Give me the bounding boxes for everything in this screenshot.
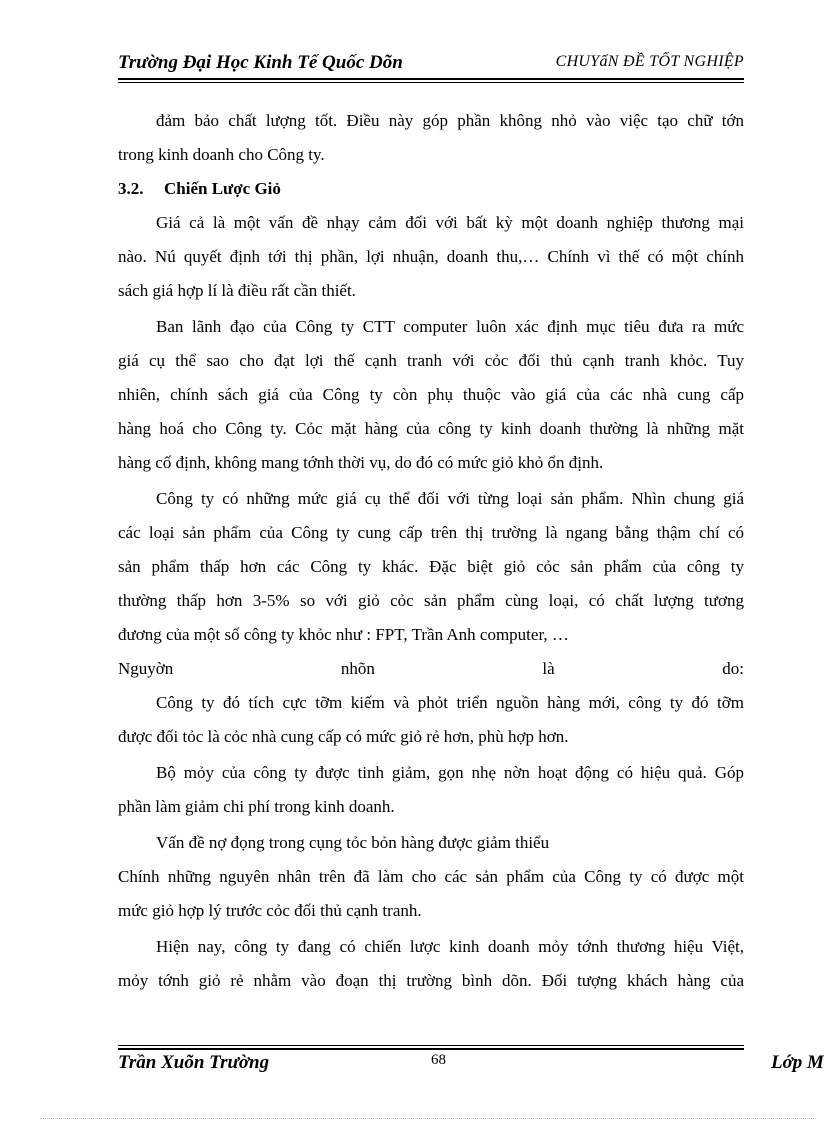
paragraph-10 bbox=[118, 930, 744, 998]
text-line: Công ty có những mức giá cụ thể đối với từng loại sản phẩm. Nhìn chung giá bbox=[156, 489, 744, 508]
paragraph-8 bbox=[118, 826, 744, 860]
text-line: phần làm giảm chi phí trong kinh doanh. bbox=[118, 797, 395, 816]
text-line: trong kinh doanh cho Công ty. bbox=[118, 145, 325, 164]
text-line: Ban lãnh đạo của Công ty CTT computer luôn xác định mục tiêu đưa ra mức bbox=[156, 317, 744, 336]
paragraph-3 bbox=[118, 310, 744, 480]
header-rule-thin bbox=[118, 82, 744, 83]
paragraph-9 bbox=[118, 860, 744, 928]
text-line: được đối tỏc là cỏc nhà cung cấp có mức giỏ rẻ hơn, phù hợp hơn. bbox=[118, 727, 569, 746]
text-line: thường thấp hơn 3-5% so với giỏ cỏc sản phẩm cùng loại, có chất lượng tương bbox=[118, 591, 744, 610]
footer-class-label: Lớp M bbox=[771, 1052, 824, 1073]
text-line: Bộ mỏy của công ty được tinh giảm, gọn nhẹ nờn hoạt động có hiệu quả. Góp bbox=[156, 763, 744, 782]
header-school-name: Trường Đại Học Kinh Tế Quốc Dõn bbox=[118, 52, 403, 73]
text-line: các loại sản phẩm của Công ty cung cấp trên thị trường là ngang bằng thậm chí có bbox=[118, 523, 744, 542]
text-line: nào. Nú quyết định tới thị phần, lợi nhuận, doanh thu,… Chính vì thế có một chính bbox=[118, 247, 744, 266]
footer-rule-thick bbox=[118, 1048, 744, 1050]
text-line: Vấn đề nợ đọng trong cụng tỏc bỏn hàng được giảm thiểu bbox=[156, 833, 550, 852]
paragraph-1 bbox=[118, 104, 744, 172]
paragraph-5 bbox=[118, 652, 744, 686]
document-body bbox=[118, 104, 744, 998]
section-number: 3.2. bbox=[118, 179, 144, 198]
text-line: Chính những nguyên nhân trên đã làm cho các sản phẩm của Công ty có được một bbox=[118, 867, 744, 886]
paragraph-4 bbox=[118, 482, 744, 652]
text-line: sản phẩm thấp hơn các Công ty khác. Đặc biệt giỏ cỏc sản phẩm của công ty bbox=[118, 557, 744, 576]
paragraph-6 bbox=[118, 686, 744, 754]
text-line: hàng hoá cho Công ty. Cỏc mặt hàng của công ty kinh doanh thường là những mặt bbox=[118, 419, 744, 438]
footer-author: Trần Xuõn Trường bbox=[118, 1052, 270, 1073]
text-line: mỏy tớnh giỏ rẻ nhằm vào đoạn thị trường bình dõn. Đối tượng khách hàng của bbox=[118, 971, 744, 990]
page-number: 68 bbox=[431, 1052, 446, 1068]
header-rule-thick bbox=[118, 78, 744, 80]
section-title: Chiến Lược Giỏ bbox=[164, 179, 281, 198]
section-heading bbox=[118, 172, 744, 206]
paragraph-7 bbox=[118, 756, 744, 824]
page-footer bbox=[118, 1052, 824, 1078]
page-header bbox=[118, 50, 744, 76]
paragraph-2 bbox=[118, 206, 744, 308]
text-line: Nguyờn nhõn là do: bbox=[118, 659, 744, 678]
text-line: đương của một số công ty khỏc như : FPT, Trần Anh computer, … bbox=[118, 625, 569, 644]
text-line: Công ty đó tích cực tỡm kiếm và phỏt triển nguồn hàng mới, công ty đó tỡm bbox=[156, 693, 744, 712]
text-line: hàng cố định, không mang tớnh thời vụ, do đó có mức giỏ khỏ ổn định. bbox=[118, 453, 604, 472]
header-document-type: CHUYấN ĐỀ TỐT NGHIỆP bbox=[555, 53, 744, 70]
text-line: Hiện nay, công ty đang có chiến lược kinh doanh mỏy tớnh thương hiệu Việt, bbox=[156, 937, 744, 956]
text-line: Giá cả là một vấn đề nhạy cảm đối với bất kỳ một doanh nghiệp thương mại bbox=[156, 213, 744, 232]
text-line: nhiên, chính sách giá của Công ty còn phụ thuộc vào giá của các nhà cung cấp bbox=[118, 385, 744, 404]
text-line: giá cụ thể sao cho đạt lợi thế cạnh tranh với cỏc đối thủ cạnh tranh khỏc. Tuy bbox=[118, 351, 744, 370]
text-line: sách giá hợp lí là điều rất cần thiết. bbox=[118, 281, 356, 300]
text-line: mức giỏ hợp lý trước cỏc đối thủ cạnh tranh. bbox=[118, 901, 422, 920]
footer-rule-thin bbox=[118, 1045, 744, 1046]
text-line: đảm bảo chất lượng tốt. Điều này góp phần không nhỏ vào việc tạo chữ tớn bbox=[156, 111, 744, 130]
page-bottom-divider bbox=[40, 1118, 816, 1119]
